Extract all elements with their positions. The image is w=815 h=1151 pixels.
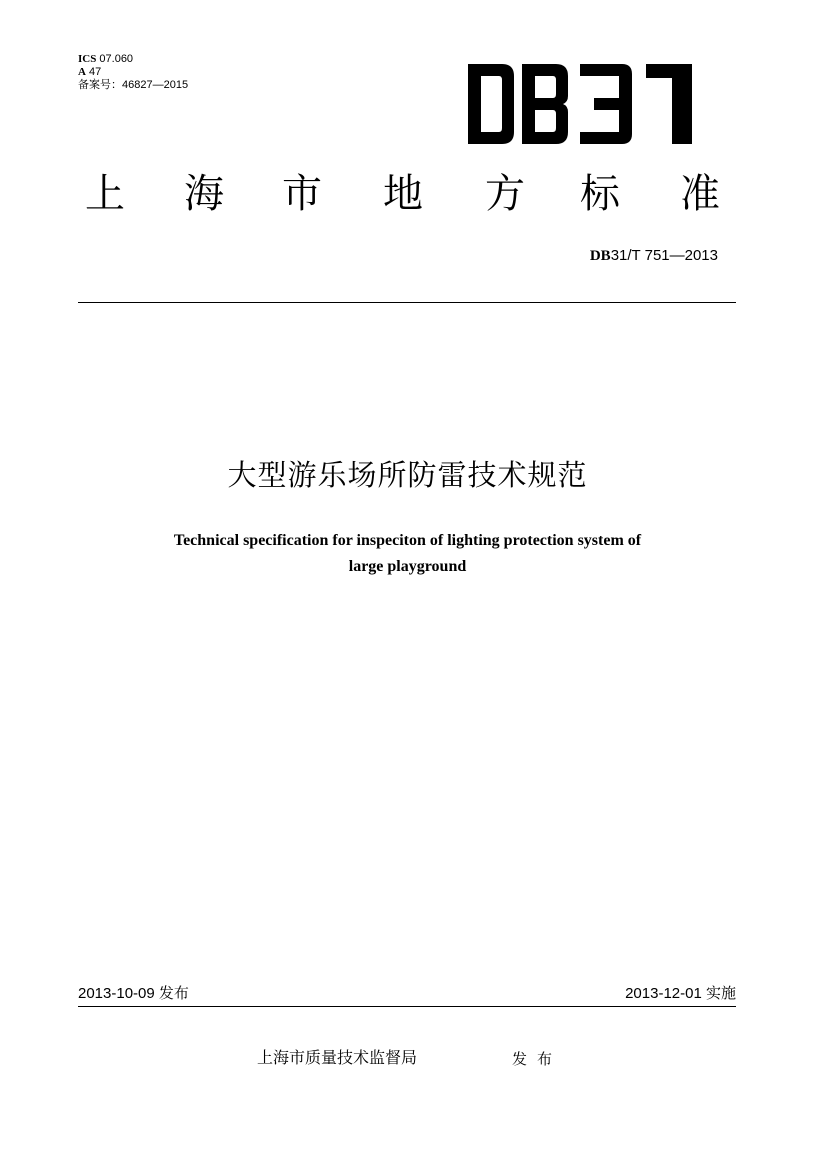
classification-block — [78, 53, 188, 92]
title-chinese: 大型游乐场所防雷技术规范 — [227, 458, 588, 492]
issue-verb: 发布 — [512, 1050, 563, 1068]
class-value: 47 — [89, 66, 102, 78]
db31-logo — [468, 64, 692, 144]
ics-value: 07.060 — [99, 53, 134, 65]
title-english — [100, 528, 715, 580]
series-char-1: 上 — [85, 171, 125, 217]
issue-date: 2013-10-09 发布 — [78, 985, 189, 1002]
standard-number-rest: 31/T 751—2013 — [610, 247, 718, 264]
top-divider — [78, 302, 736, 303]
series-char-6: 标 — [580, 171, 620, 217]
issuing-authority: 上海市质量技术监督局 — [257, 1048, 418, 1067]
series-char-5: 方 — [485, 171, 525, 217]
standard-number-prefix: DB — [589, 248, 611, 264]
implementation-date: 2013-12-01 实施 — [625, 985, 736, 1002]
class-label: A — [78, 66, 86, 78]
standard-number — [590, 247, 718, 265]
ics-row — [78, 53, 188, 66]
series-char-3: 市 — [282, 171, 322, 217]
series-char-7: 准 — [680, 171, 720, 217]
class-row — [78, 66, 188, 79]
bottom-divider — [78, 1006, 736, 1007]
title-english-line-2: large playground — [348, 558, 467, 575]
record-number: 备案号：46827—2015 — [78, 79, 189, 91]
series-char-2: 海 — [184, 171, 224, 217]
series-char-4: 地 — [383, 171, 423, 217]
title-english-line-1: Technical specification for inspeciton of lighting protection system of — [173, 532, 642, 549]
ics-label: ICS — [78, 53, 97, 65]
standard-series-title — [60, 168, 760, 220]
